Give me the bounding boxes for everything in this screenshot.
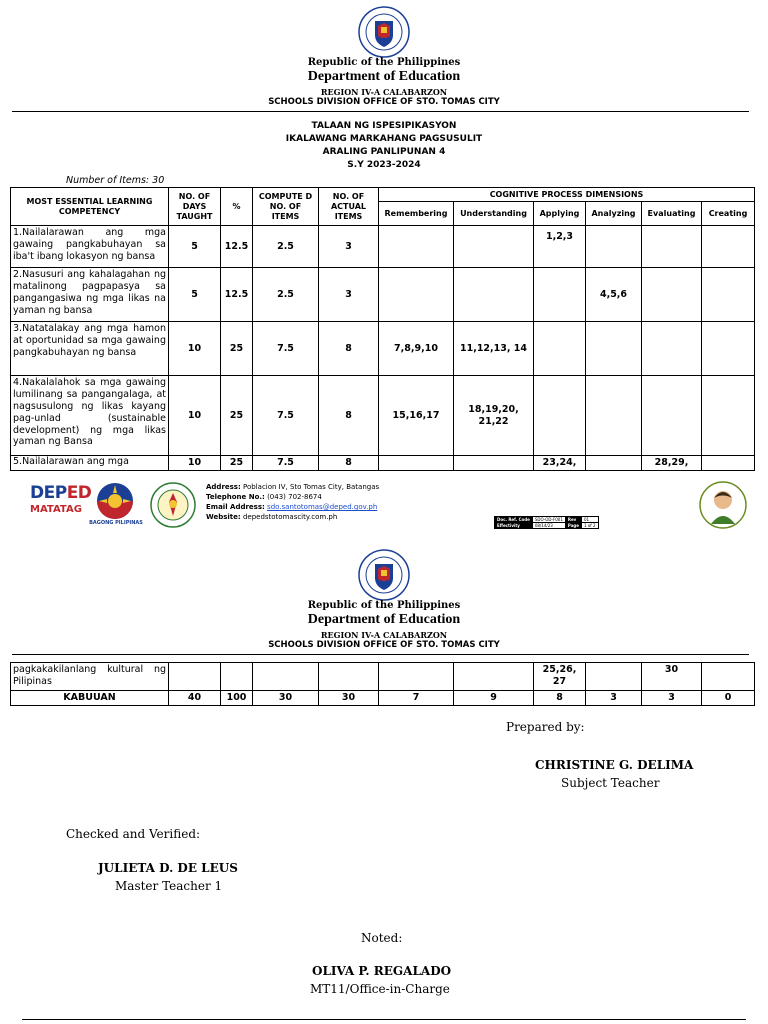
applying-cell: [534, 376, 586, 456]
analyzing-cell: [586, 663, 642, 691]
total-applying: 8: [534, 691, 586, 706]
docref-code: SDO-OD-F001: [532, 517, 565, 523]
remembering-cell: 15,16,17: [379, 376, 454, 456]
total-days: 40: [169, 691, 221, 706]
table-row: [11, 376, 755, 456]
total-row: [11, 691, 755, 706]
checked-by-title: Master Teacher 1: [115, 879, 223, 893]
telephone-value: (043) 702-8674: [267, 493, 322, 501]
understanding-cell: [454, 456, 534, 471]
doc-title-3: ARALING PANLIPUNAN 4: [322, 147, 446, 157]
table-row: [11, 226, 755, 268]
applying-cell: [534, 268, 586, 322]
footer-banner: [0, 478, 768, 532]
col-applying: Applying: [534, 202, 586, 226]
address-value: Poblacion IV, Sto Tomas City, Batangas: [243, 483, 380, 491]
applying-cell: 25,26, 27: [534, 663, 586, 691]
analyzing-cell: [586, 226, 642, 268]
header-divider: [12, 654, 749, 655]
bagong-pilipinas-caption: BAGONG PILIPINAS: [89, 520, 143, 526]
remembering-cell: [379, 456, 454, 471]
creating-cell: [702, 268, 755, 322]
percent-cell: 25: [221, 376, 253, 456]
days-cell: 5: [169, 226, 221, 268]
competency-cell: 2.Nasusuri ang kahalagahan ng matalinong pagpapasya sa pangangasiwa ng mga likas na yaman ng bansa: [11, 268, 169, 322]
actual-cell: [319, 663, 379, 691]
docref-rev: 01: [582, 517, 599, 523]
division-text: SCHOOLS DIVISION OFFICE OF STO. TOMAS CITY: [268, 640, 500, 650]
deped-seal-page2: [358, 549, 410, 601]
total-creating: 0: [702, 691, 755, 706]
website-label: Website:: [206, 513, 241, 521]
col-analyzing: Analyzing: [586, 202, 642, 226]
bottom-divider: [22, 1019, 746, 1020]
analyzing-cell: [586, 322, 642, 376]
number-of-items: Number of Items: 30: [66, 175, 165, 186]
department-title: Department of Education: [307, 612, 461, 627]
deped-matatag-logo: [30, 483, 92, 525]
region-text: REGION IV-A CALABARZON: [320, 87, 448, 97]
contact-block: [206, 482, 379, 522]
percent-cell: 25: [221, 322, 253, 376]
evaluating-cell: 30: [642, 663, 702, 691]
competency-cell: 4.Nakalalahok sa mga gawaing lumilinang sa pangangalaga, at nagsusulong ng likas kayang pag-unlad (sustainable development) ng mga likas yaman ng Bansa: [11, 376, 169, 456]
percent-cell: 12.5: [221, 226, 253, 268]
computed-cell: 2.5: [253, 226, 319, 268]
col-percent: %: [221, 188, 253, 226]
total-remembering: 7: [379, 691, 454, 706]
days-cell: 10: [169, 322, 221, 376]
table-row: [11, 322, 755, 376]
evaluating-cell: [642, 226, 702, 268]
docref-code-label: Doc. Ref. Code: [495, 517, 533, 523]
actual-cell: 3: [319, 268, 379, 322]
email-label: Email Address:: [206, 503, 265, 511]
specification-table: [10, 187, 755, 471]
deped-logo-text-ed: ED: [66, 483, 92, 503]
total-label: KABUUAN: [11, 691, 169, 706]
table-row: [11, 456, 755, 471]
col-computed: COMPUTE D NO. OF ITEMS: [253, 188, 319, 226]
col-actual: NO. OF ACTUAL ITEMS: [319, 188, 379, 226]
region-text: REGION IV-A CALABARZON: [320, 630, 448, 640]
deped-seal: [358, 6, 410, 58]
noted-label: Noted:: [361, 931, 403, 945]
total-analyzing: 3: [586, 691, 642, 706]
header-divider: [12, 111, 749, 112]
computed-cell: 7.5: [253, 322, 319, 376]
republic-text: Republic of the Philippines: [307, 57, 461, 68]
creating-cell: [702, 226, 755, 268]
total-percent: 100: [221, 691, 253, 706]
col-creating: Creating: [702, 202, 755, 226]
noted-title: MT11/Office-in-Charge: [310, 982, 450, 996]
bagong-pilipinas-icon: [92, 481, 138, 521]
deped-seal-icon: [358, 549, 410, 601]
doc-ref-table: [494, 516, 599, 529]
remembering-cell: [379, 663, 454, 691]
competency-cell: 5.Nailalarawan ang mga: [11, 456, 169, 471]
creating-cell: [702, 663, 755, 691]
doc-title-2: IKALAWANG MARKAHANG PAGSUSULIT: [285, 134, 483, 144]
remembering-cell: 7,8,9,10: [379, 322, 454, 376]
percent-cell: 25: [221, 456, 253, 471]
days-cell: 10: [169, 376, 221, 456]
actual-cell: 8: [319, 456, 379, 471]
actual-cell: 8: [319, 376, 379, 456]
docref-page: 1 of 2: [582, 523, 599, 529]
matatag-text: MATATAG: [30, 504, 82, 515]
col-days: NO. OF DAYS TAUGHT: [169, 188, 221, 226]
prepared-by-title: Subject Teacher: [561, 776, 660, 790]
days-cell: 5: [169, 268, 221, 322]
department-title: Department of Education: [307, 69, 461, 84]
division-text: SCHOOLS DIVISION OFFICE OF STO. TOMAS CITY: [268, 97, 500, 107]
actual-cell: 8: [319, 322, 379, 376]
understanding-cell: 11,12,13, 14: [454, 322, 534, 376]
checked-by-name: JULIETA D. DE LEUS: [98, 861, 238, 875]
doc-title-4: S.Y 2023-2024: [347, 160, 421, 170]
computed-cell: 7.5: [253, 456, 319, 471]
remembering-cell: [379, 226, 454, 268]
total-actual: 30: [319, 691, 379, 706]
col-cognitive: COGNITIVE PROCESS DIMENSIONS: [379, 188, 755, 202]
deped-seal-icon: [358, 6, 410, 58]
docref-eff-label: Effectivity: [495, 523, 533, 529]
address-label: Address:: [206, 483, 241, 491]
docref-page-label: Page: [565, 523, 581, 529]
email-link[interactable]: sdo.santotomas@deped.gov.ph: [267, 503, 378, 511]
docref-rev-label: Rev: [565, 517, 581, 523]
col-competency: MOST ESSENTIAL LEARNING COMPETENCY: [11, 188, 169, 226]
noted-name: OLIVA P. REGALADO: [312, 964, 452, 978]
computed-cell: 7.5: [253, 376, 319, 456]
days-cell: [169, 663, 221, 691]
analyzing-cell: [586, 456, 642, 471]
col-understanding: Understanding: [454, 202, 534, 226]
competency-cell: 3.Natatalakay ang mga hamon at oportunidad sa mga gawaing pangkabuhayan ng bansa: [11, 322, 169, 376]
division-seal: [150, 482, 196, 528]
division-seal-icon: [150, 482, 196, 528]
analyzing-cell: 4,5,6: [586, 268, 642, 322]
deped-logo-text: DEP: [30, 483, 67, 503]
understanding-cell: [454, 226, 534, 268]
website-link[interactable]: depedstotomascity.com.ph: [242, 513, 338, 521]
mascot-logo: [698, 480, 748, 530]
table-row: [11, 268, 755, 322]
specification-table-continued: [10, 662, 755, 706]
competency-cell: pagkakakilanlang kultural ng Pilipinas: [11, 663, 169, 691]
understanding-cell: 18,19,20, 21,22: [454, 376, 534, 456]
evaluating-cell: [642, 322, 702, 376]
republic-text: Republic of the Philippines: [307, 600, 461, 611]
applying-cell: 1,2,3: [534, 226, 586, 268]
creating-cell: [702, 322, 755, 376]
percent-cell: 12.5: [221, 268, 253, 322]
evaluating-cell: [642, 376, 702, 456]
total-computed: 30: [253, 691, 319, 706]
doc-title-1: TALAAN NG ISPESIPIKASYON: [311, 121, 457, 131]
prepared-by-name: CHRISTINE G. DELIMA: [535, 758, 694, 772]
col-evaluating: Evaluating: [642, 202, 702, 226]
actual-cell: 3: [319, 226, 379, 268]
telephone-label: Telephone No.:: [206, 493, 265, 501]
analyzing-cell: [586, 376, 642, 456]
col-remembering: Remembering: [379, 202, 454, 226]
competency-cell: 1.Nailalarawan ang mga gawaing pangkabuhayan sa iba't ibang lokasyon ng bansa: [11, 226, 169, 268]
applying-cell: 23,24,: [534, 456, 586, 471]
understanding-cell: [454, 268, 534, 322]
total-evaluating: 3: [642, 691, 702, 706]
percent-cell: [221, 663, 253, 691]
docref-eff: 08/14/23: [532, 523, 565, 529]
computed-cell: 2.5: [253, 268, 319, 322]
evaluating-cell: [642, 268, 702, 322]
applying-cell: [534, 322, 586, 376]
total-understanding: 9: [454, 691, 534, 706]
computed-cell: [253, 663, 319, 691]
mascot-icon: [698, 480, 748, 530]
creating-cell: [702, 456, 755, 471]
evaluating-cell: 28,29,: [642, 456, 702, 471]
prepared-by-label: Prepared by:: [506, 720, 585, 734]
days-cell: 10: [169, 456, 221, 471]
creating-cell: [702, 376, 755, 456]
table-row: [11, 663, 755, 691]
checked-by-label: Checked and Verified:: [66, 827, 201, 841]
remembering-cell: [379, 268, 454, 322]
understanding-cell: [454, 663, 534, 691]
